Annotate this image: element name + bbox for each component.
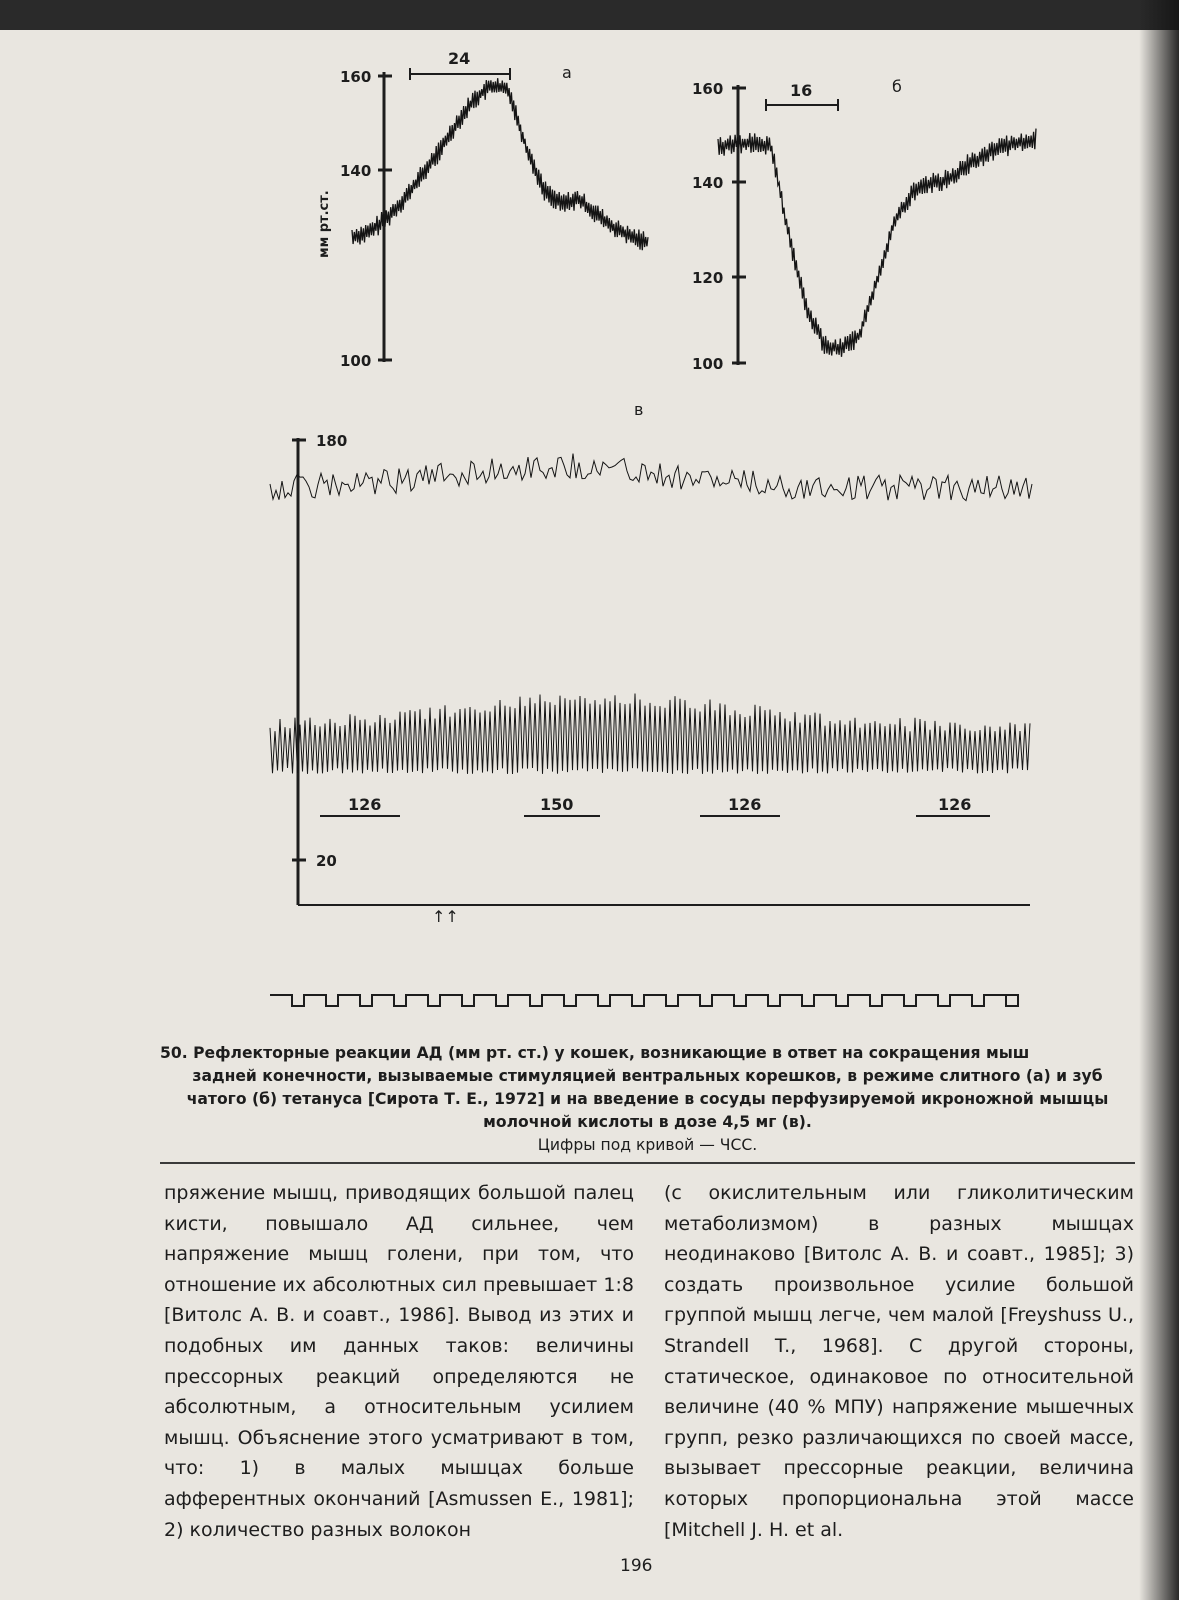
caption-line-4: Цифры под кривой — ЧСС. xyxy=(537,1136,758,1154)
panel-b-tick-160: 160 xyxy=(692,80,724,98)
left-column-text: пряжение мышц, приводящих большой палец кисти, повышало АД сильнее, чем напряжение мышц голени, при том, что отношение их абсолютных сил превышает 1:8 [Витолс А. В. и соавт., 1986]. Вывод из этих и подобных им данных таков: величины прессорных реакций определяются не абсолютным, а относительным усилием мышц. Объяснение этого усматривают в том, что: 1) в малых мышцах больше афферентных окончаний [Asmussen E., 1981]; 2) количество разных волокон xyxy=(164,1182,634,1541)
caption-line-3a: чатого (б) тетануса [Сирота Т. Е., 1972] и на введение в сосуды перфузируемой икроножной мышцы xyxy=(186,1090,1109,1108)
caption-number: 50. xyxy=(160,1044,188,1062)
panel-v-hr-trace xyxy=(270,694,1030,775)
panel-a-tick-100: 100 xyxy=(340,352,372,370)
panel-a-bp-trace xyxy=(352,78,648,250)
text-column-right xyxy=(664,1178,1134,1545)
panel-a-y-axis-label: мм рт.ст. xyxy=(317,190,332,258)
panel-b-axis xyxy=(732,85,746,365)
scan-right-edge xyxy=(1139,0,1179,1600)
panel-b-tick-100: 100 xyxy=(692,355,724,373)
panel-v-tick-20: 20 xyxy=(316,852,337,870)
right-column-text: (с окислительным или гликолитическим метаболизмом) в разных мышцах неодинаково [Витолс А. В. и соавт., 1985]; 3) создать произвольное усилие большой группой мышц легче, чем малой [Freyshuss U., Strandell T., 1968]. С другой стороны, статическое, одинаковое по относительной величине (40 % МПУ) напряжение мышечных групп, резко различающихся по своей массе, вызывает прессорные реакции, величина которых пропорциональна этой массе [Mitchell J. H. et al. xyxy=(664,1182,1134,1541)
panel-v-injection-marker: ↑↑ xyxy=(432,907,459,926)
caption-rule xyxy=(160,1162,1135,1164)
panel-b-letter: б xyxy=(892,77,902,96)
panel-a-stimulus-duration: 24 xyxy=(448,49,471,68)
panel-b-tick-120: 120 xyxy=(692,269,724,287)
panel-v-axis xyxy=(292,438,1030,905)
panel-a-letter: а xyxy=(562,63,572,82)
caption-line-3b: молочной кислоты в дозе 4,5 мг (в). xyxy=(483,1113,812,1131)
panel-v-letter: в xyxy=(634,400,644,419)
caption-line-2: задней конечности, вызываемые стимуляцией вентральных корешков, в режиме слитного (а) и зуб xyxy=(192,1067,1103,1085)
text-column-left xyxy=(164,1178,634,1545)
time-marker-track xyxy=(270,995,1018,1006)
panel-v-bp-trace xyxy=(270,454,1032,501)
panel-v-tick-180: 180 xyxy=(316,432,348,450)
panel-v-hr-label-4: 126 xyxy=(938,795,972,814)
panel-v-hr-label-1: 126 xyxy=(348,795,382,814)
page-number: 196 xyxy=(620,1556,653,1576)
caption-line-1: 50. Рефлекторные реакции АД (мм рт. ст.) у кошек, возникающие в ответ на сокращения мыш xyxy=(160,1044,1030,1062)
panel-b-tick-140: 140 xyxy=(692,174,724,192)
panel-v-hr-label-2: 150 xyxy=(540,795,574,814)
panel-b-bp-trace xyxy=(718,129,1036,357)
panel-a-tick-160: 160 xyxy=(340,68,372,86)
panel-a-tick-140: 140 xyxy=(340,162,372,180)
panel-v-hr-label-3: 126 xyxy=(728,795,762,814)
panel-b-stimulus-duration: 16 xyxy=(790,81,813,100)
figure-caption xyxy=(160,1042,1135,1157)
